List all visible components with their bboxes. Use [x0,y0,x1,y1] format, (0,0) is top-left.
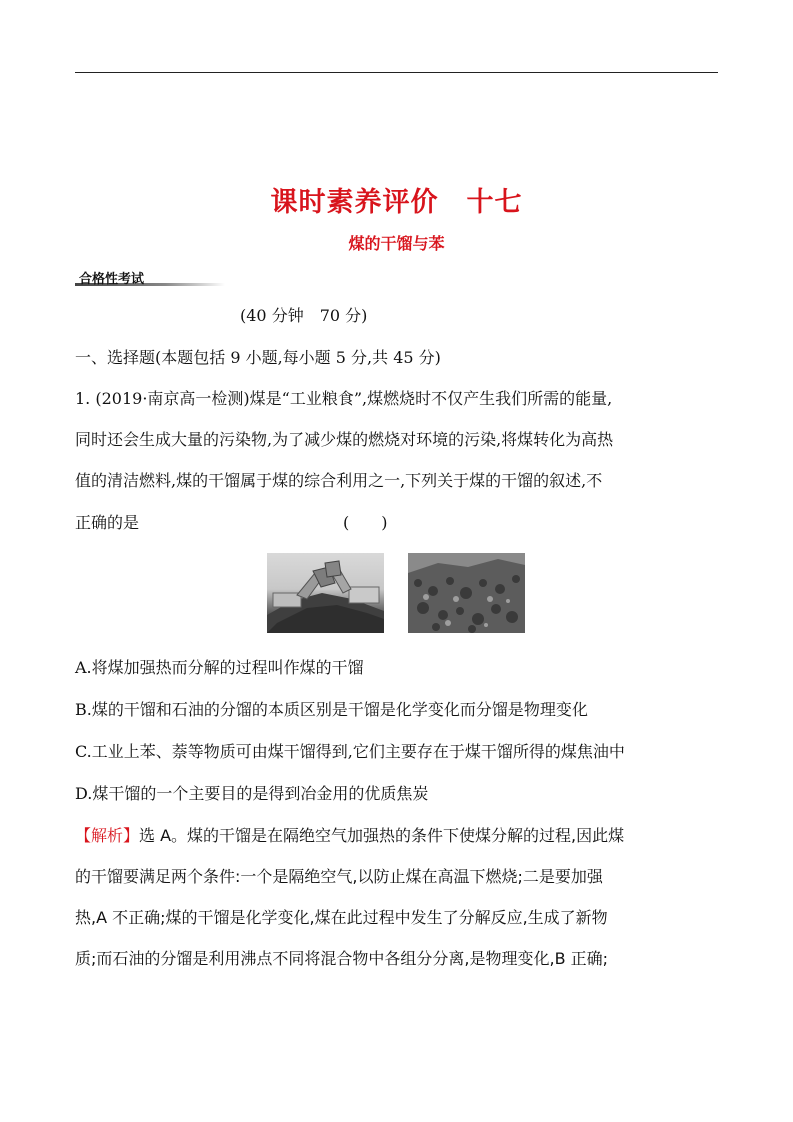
section-heading: 一、选择题(本题包括 9 小题,每小题 5 分,共 45 分) [75,348,441,367]
option-c: C.工业上苯、萘等物质可由煤干馏得到,它们主要存在于煤干馏所得的煤焦油中 [75,742,625,761]
question-line: 1. (2019·南京高一检测)煤是“工业粮食”,煤燃烧时不仅产生我们所需的能量, [75,389,613,408]
answer-bracket: ( ) [343,513,388,532]
section-badge-label: 合格性考试 [79,272,145,287]
header-rule [75,72,718,73]
analysis-line: 热,A 不正确;煤的干馏是化学变化,煤在此过程中发生了分解反应,生成了新物 [75,908,608,927]
option-d: D.煤干馏的一个主要目的是得到冶金用的优质焦炭 [75,784,429,803]
page-title: 课时素养评价 十七 [270,187,523,218]
option-a: A.将煤加强热而分解的过程叫作煤的干馏 [75,658,364,677]
page-subtitle: 煤的干馏与苯 [348,234,445,253]
coal-excavator-photo [267,553,384,633]
coal-excavator-illustration [267,553,384,633]
analysis-line: 质;而石油的分馏是利用沸点不同将混合物中各组分分离,是物理变化,B 正确; [75,949,609,968]
analysis-line: 的干馏要满足两个条件:一个是隔绝空气,以防止煤在高温下燃烧;二是要加强 [75,867,603,886]
question-line: 值的清洁燃料,煤的干馏属于煤的综合利用之一,下列关于煤的干馏的叙述,不 [75,471,603,490]
section-badge [75,268,225,286]
question-line: 同时还会生成大量的污染物,为了减少煤的燃烧对环境的污染,将煤转化为高热 [75,430,614,449]
analysis-line [75,823,624,846]
question-line: 正确的是 [75,513,140,532]
analysis-tag: 【解析】 [75,826,140,845]
analysis-text: 选 A。煤的干馏是在隔绝空气加强热的条件下使煤分解的过程,因此煤 [139,826,625,845]
coal-pile-photo [408,553,525,633]
time-info: (40 分钟 70 分) [240,306,368,325]
coal-pile-illustration [408,553,525,633]
option-b: B.煤的干馏和石油的分馏的本质区别是干馏是化学变化而分馏是物理变化 [75,700,588,719]
